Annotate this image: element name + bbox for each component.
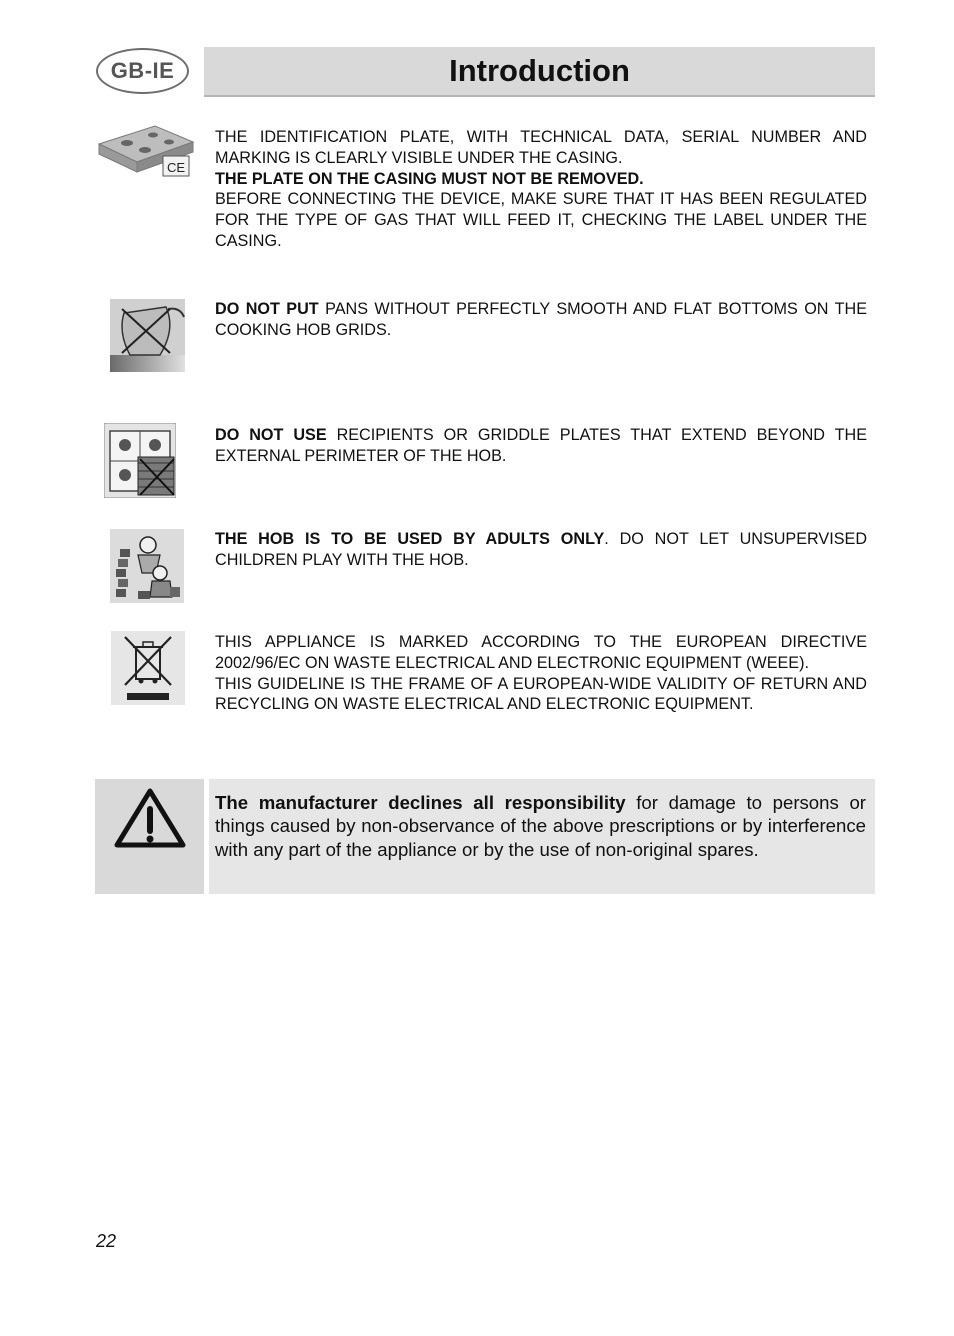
language-badge-label: GB-IE: [110, 58, 175, 83]
warning-text: [215, 791, 866, 861]
page-title-bar: [204, 47, 875, 97]
no-curved-pan-icon: [110, 299, 185, 372]
identification-plate-icon: [97, 124, 195, 186]
warning-bold: The manufacturer declines all responsibility: [215, 792, 626, 813]
weee-text: [215, 632, 867, 715]
pans-rest: PANS WITHOUT PERFECTLY SMOOTH AND FLAT BOTTOMS ON THE COOKING HOB GRIDS.: [215, 300, 867, 339]
no-oversized-griddle-icon: [104, 423, 176, 498]
warning-triangle-icon: [95, 779, 204, 894]
griddle-bold: DO NOT USE: [215, 426, 327, 444]
pans-text: [215, 299, 867, 341]
identification-line-2: THE PLATE ON THE CASING MUST NOT BE REMOVED.: [215, 169, 644, 188]
ce-mark: CE: [166, 160, 186, 175]
language-badge: [96, 48, 189, 94]
children-text: [215, 529, 867, 571]
responsibility-warning-box: [95, 779, 875, 894]
griddle-rest: RECIPIENTS OR GRIDDLE PLATES THAT EXTEND BEYOND THE EXTERNAL PERIMETER OF THE HOB.: [215, 426, 867, 465]
children-warning-icon: [110, 529, 184, 603]
identification-line-3: BEFORE CONNECTING THE DEVICE, MAKE SURE THAT IT HAS BEEN REGULATED FOR THE TYPE OF GAS THAT WILL FEED IT, CHECKING THE LABEL UNDER THE CASING.: [215, 190, 867, 250]
weee-line-2: THIS GUIDELINE IS THE FRAME OF A EUROPEAN-WIDE VALIDITY OF RETURN AND RECYCLING ON WASTE ELECTRICAL AND ELECTRONIC EQUIPMENT.: [215, 674, 867, 714]
warning-rest: for damage to persons or things caused by non-observance of the above prescriptions or by interference with any part of the appliance or by the use of non-original spares.: [215, 792, 866, 860]
children-bold: THE HOB IS TO BE USED BY ADULTS ONLY: [215, 530, 605, 548]
identification-text: [215, 127, 867, 252]
crossed-bin-icon: [111, 631, 185, 705]
griddle-text: [215, 425, 867, 467]
identification-line-1: THE IDENTIFICATION PLATE, WITH TECHNICAL DATA, SERIAL NUMBER AND MARKING IS CLEARLY VISIBLE UNDER THE CASING.: [215, 128, 867, 167]
pans-bold: DO NOT PUT: [215, 300, 319, 318]
page-title: Introduction: [449, 53, 630, 88]
page-number: 22: [96, 1231, 117, 1251]
children-rest: . DO NOT LET UNSUPERVISED CHILDREN PLAY WITH THE HOB.: [215, 530, 868, 569]
weee-line-1: THIS APPLIANCE IS MARKED ACCORDING TO THE EUROPEAN DIRECTIVE 2002/96/EC ON WASTE ELECTRICAL AND ELECTRONIC EQUIPMENT (WEEE).: [215, 633, 867, 672]
warning-icon-panel: [95, 779, 204, 894]
